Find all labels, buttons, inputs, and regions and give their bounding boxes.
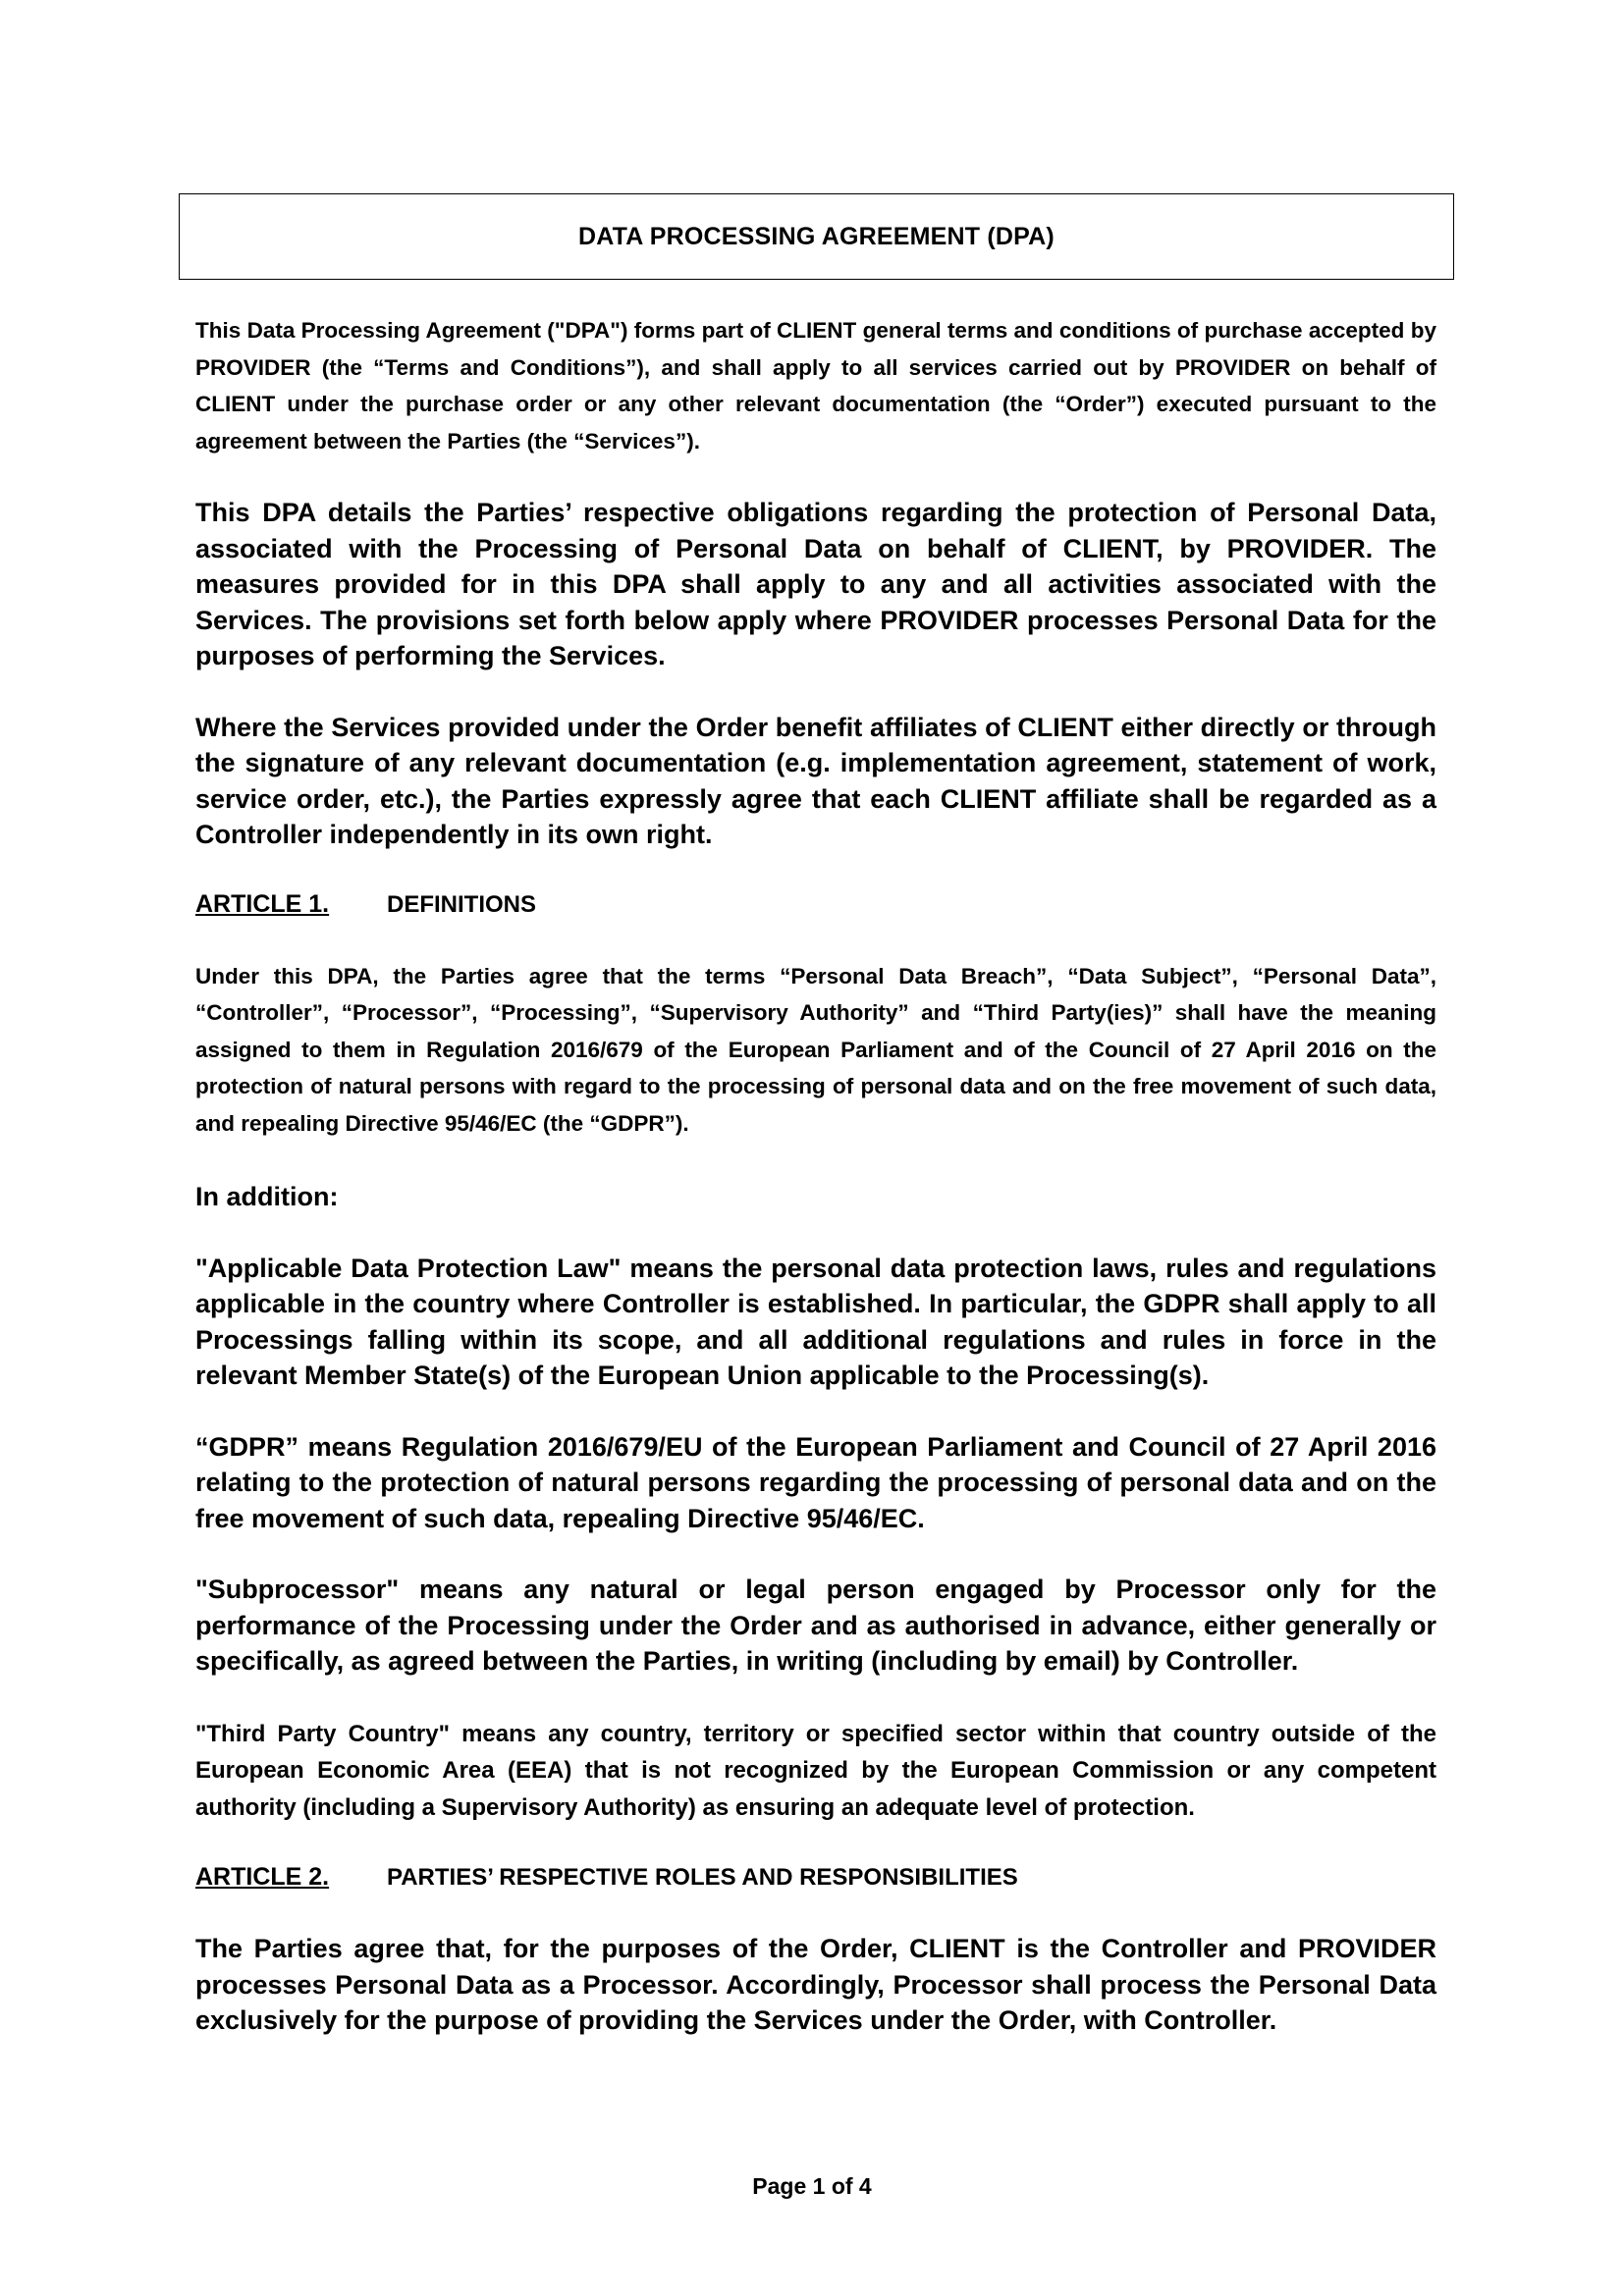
article-1-title: DEFINITIONS [387,890,537,918]
article-1-number: ARTICLE 1. [195,889,330,918]
document-body [195,312,1436,2039]
definitions-intro: Under this DPA, the Parties agree that the terms “Personal Data Breach”, “Data Subject”, “Personal Data”, “Controller”, “Processor”, “Processing”, “Supervisory Authority” and “Third Party(ies)” shall have the meaning assigned to them in Regulation 2016/679 of the European Parliament and of the Council of 27 April 2016 on the protection of natural persons with regard to the processing of personal data and on the free movement of such data, and repealing Directive 95/46/EC (the “GDPR”). [195,963,1436,1136]
title-box [179,193,1454,280]
definition-subprocessor: "Subprocessor" means any natural or legal person engaged by Processor only for the performance of the Processing under the Order and as authorised in advance, either generally or specifically, as agreed between the Parties, in writing (including by email) by Controller. [195,1575,1436,1676]
page-footer: Page 1 of 4 [752,2173,872,2199]
in-addition-label: In addition: [195,1182,339,1211]
article-2-number: ARTICLE 2. [195,1863,330,1891]
definition-applicable-law: "Applicable Data Protection Law" means the personal data protection laws, rules and regulations applicable in the country where Controller is established. In particular, the GDPR shall apply to all Processings falling within its scope, and all additional regulations and rules in force in the relevant Member State(s) of the European Union applicable to the Processing(s). [195,1253,1436,1390]
article-2-roles-paragraph: The Parties agree that, for the purposes of the Order, CLIENT is the Controller and PROVIDER processes Personal Data as a Processor. Accordingly, Processor shall process the Personal Data exclusively for the purpose of providing the Services under the Order, with Controller. [195,1934,1436,2035]
definition-third-party-country: "Third Party Country" means any country, territory or specified sector within that country outside of the European Economic Area (EEA) that is not recognized by the European Commission or any competent authority (including a Supervisory Authority) as ensuring an adequate level of protection. [195,1720,1436,1821]
article-2-title: PARTIES’ RESPECTIVE ROLES AND RESPONSIBILITIES [387,1864,1018,1891]
definition-gdpr: “GDPR” means Regulation 2016/679/EU of the European Parliament and Council of 27 April 2016 relating to the protection of natural persons regarding the processing of personal data and on the free movement of such data, repealing Directive 95/46/EC. [195,1431,1436,1533]
intro-paragraph-2: This DPA details the Parties’ respective obligations regarding the protection of Personal Data, associated with the Processing of Personal Data on behalf of CLIENT, by PROVIDER. The measures provided for in this DPA shall apply to any and all activities associated with the Services. The provisions set forth below apply where PROVIDER processes Personal Data for the purposes of performing the Services. [195,498,1436,670]
article-2-heading [195,1859,1436,1896]
intro-paragraph-1: This Data Processing Agreement ("DPA") forms part of CLIENT general terms and conditions of purchase accepted by PROVIDER (the “Terms and Conditions”), and shall apply to all services carried out by PROVIDER on behalf of CLIENT under the purchase order or any other relevant documentation (the “Order”) executed pursuant to the agreement between the Parties (the “Services”). [195,318,1436,454]
document-title: DATA PROCESSING AGREEMENT (DPA) [578,222,1055,250]
article-1-heading [195,886,1436,923]
intro-paragraph-3: Where the Services provided under the Order benefit affiliates of CLIENT either directly or through the signature of any relevant documentation (e.g. implementation agreement, statement of work, service order, etc.), the Parties expressly agree that each CLIENT affiliate shall be regarded as a Controller independently in its own right. [195,712,1436,849]
